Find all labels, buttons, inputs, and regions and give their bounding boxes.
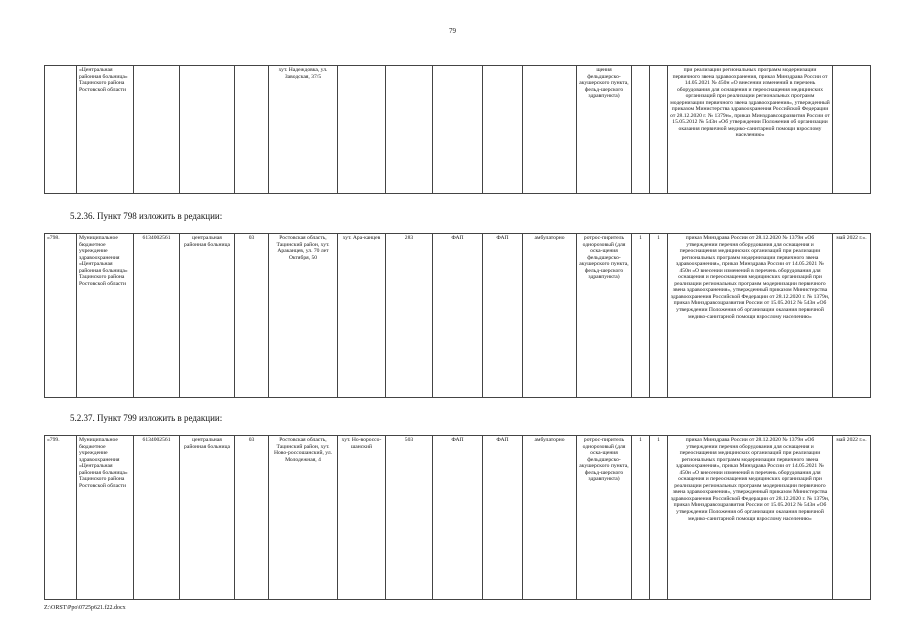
cell-number: «798. [45, 234, 77, 398]
cell-care-conditions: амбулаторно [523, 234, 577, 398]
cell-org-type: центральная районная больница [180, 234, 235, 398]
table-row [45, 66, 871, 194]
cell-organization: «Центральная районная больница» Тацинского района Ростовской области [77, 66, 134, 194]
cell-legal-basis: приказ Минздрава России от 28.12.2020 № 1379н «Об утверждении перечня оборудования для оснащения и переоснащения медицинских организаций при реализации региональных программ модернизации первичного звена здравоохранения», приказ Минздрава России от 14.05.2021 № 450н «О внесении изменений в перечень оборудования для оснащения и переоснащения медицинских организаций при реализации региональных программ модернизации первичного звена здравоохранения», утвержденный приказом Министерства здравоохранения Российской Федерации от 28.12.2020 г. № 1379н, приказ Минздравсоцразвития России от 15.05.2012 № 543н «Об утверждении Положения об организации оказания первичной медико-санитарной помощи взрослому населению» [668, 436, 833, 600]
cell-number: «799. [45, 436, 77, 600]
cell-care-conditions: амбулаторно [523, 436, 577, 600]
cell-settlement [338, 66, 386, 194]
cell-organization: Муниципальное бюджетное учреждение здравоохранения «Центральная районная больница» Тацинского района Ростовской области [77, 436, 134, 600]
cell-legal-basis: приказ Минздрава России от 28.12.2020 № 1379н «Об утверждении перечня оборудования для оснащения и переоснащения медицинских организаций при реализации региональных программ модернизации первичного звена здравоохранения», приказ Минздрава России от 14.05.2021 № 450н «О внесении изменений в перечень оборудования для оснащения и переоснащения медицинских организаций при реализации региональных программ модернизации первичного звена здравоохранения», утвержденный приказом Министерства здравоохранения Российской Федерации от 28.12.2020 г. № 1379н, приказ Минздравсоцразвития России от 15.05.2012 № 543н «Об утверждении Положения об организации оказания первичной медико-санитарной помощи взрослому населению» [668, 234, 833, 398]
page-number: 79 [449, 27, 456, 35]
cell-quantity: 1 [632, 436, 650, 600]
cell-quantity-2: 1 [650, 436, 668, 600]
cell-unit-type [433, 66, 483, 194]
cell-unit-type-2: ФАП [483, 234, 523, 398]
cell-address: Ростовская область, Тацинский район, хут. Ново-россошанский, ул. Молодежная, 4 [269, 436, 338, 600]
cell-inn [134, 66, 180, 194]
cell-care-conditions [523, 66, 577, 194]
cell-number [45, 66, 77, 194]
section-heading-798: 5.2.36. Пункт 798 изложить в редакции: [70, 211, 223, 221]
cell-unit-type: ФАП [433, 436, 483, 600]
cell-unit-type-2: ФАП [483, 436, 523, 600]
table-row [45, 234, 871, 398]
cell-unit-type-2 [483, 66, 523, 194]
cell-quantity-2: 1 [650, 234, 668, 398]
cell-inn: 6134002561 [134, 234, 180, 398]
cell-code: 03 [235, 234, 269, 398]
cell-address: хут. Надеждовка, ул. Заводская, 37/5 [269, 66, 338, 194]
cell-equipment: ротрос-пиритель однорозовый (для оска-щения фельдшерско-акушерского пункта, фельд-шерского здравпункта) [577, 234, 632, 398]
cell-quantity [632, 66, 650, 194]
cell-settlement: хут. Но-вороссо-шанский [338, 436, 386, 600]
cell-inn: 6134002561 [134, 436, 180, 600]
cell-population: 283 [386, 234, 433, 398]
cell-equipment: щения фельдшерско-акушерского пункта, фельд-шерского здравпункта) [577, 66, 632, 194]
cell-deadline: май 2022 г.». [833, 436, 871, 600]
registry-table-top [44, 65, 871, 194]
cell-org-type [180, 66, 235, 194]
cell-population: 503 [386, 436, 433, 600]
cell-organization: Муниципальное бюджетное учреждение здравоохранения «Центральная районная больница» Тацинского района Ростовской области [77, 234, 134, 398]
cell-legal-basis: при реализации региональных программ модернизации первичного звена здравоохранения, приказ Минздрава России от 14.05.2021 № 450н «О внесении изменений в перечень оборудования для оснащения и переоснащения медицинских организаций при реализации региональных программ модернизации первичного звена здравоохранения», утвержденный приказом Министерства здравоохранения Российской Федерации от 28.12.2020 г. № 1379н», приказ Минздравсоцразвития России от 15.05.2012 № 543н «Об утверждении Положения об организации оказания первичной медико-санитарной помощи взрослому населению» [668, 66, 833, 194]
cell-code [235, 66, 269, 194]
cell-org-type: центральная районная больница [180, 436, 235, 600]
cell-code: 03 [235, 436, 269, 600]
registry-table-799 [44, 435, 871, 600]
registry-table-798 [44, 233, 871, 398]
cell-equipment: ротрос-пиритель однорозовый (для оска-щения фельдшерско-акушерского пункта, фельд-шерского здравпункта) [577, 436, 632, 600]
table-row [45, 436, 871, 600]
section-heading-799: 5.2.37. Пункт 799 изложить в редакции: [70, 413, 223, 423]
cell-unit-type: ФАП [433, 234, 483, 398]
cell-deadline [833, 66, 871, 194]
cell-settlement: хут. Ара-канцев [338, 234, 386, 398]
cell-quantity-2 [650, 66, 668, 194]
cell-address: Ростовская область, Тацинский район, хут. Араканцев, ул. 70 лет Октября, 50 [269, 234, 338, 398]
cell-deadline: май 2022 г.». [833, 234, 871, 398]
file-path-footer: Z:\ORST\Ppo\0725p621.f22.docx [44, 605, 126, 611]
cell-population [386, 66, 433, 194]
cell-quantity: 1 [632, 234, 650, 398]
